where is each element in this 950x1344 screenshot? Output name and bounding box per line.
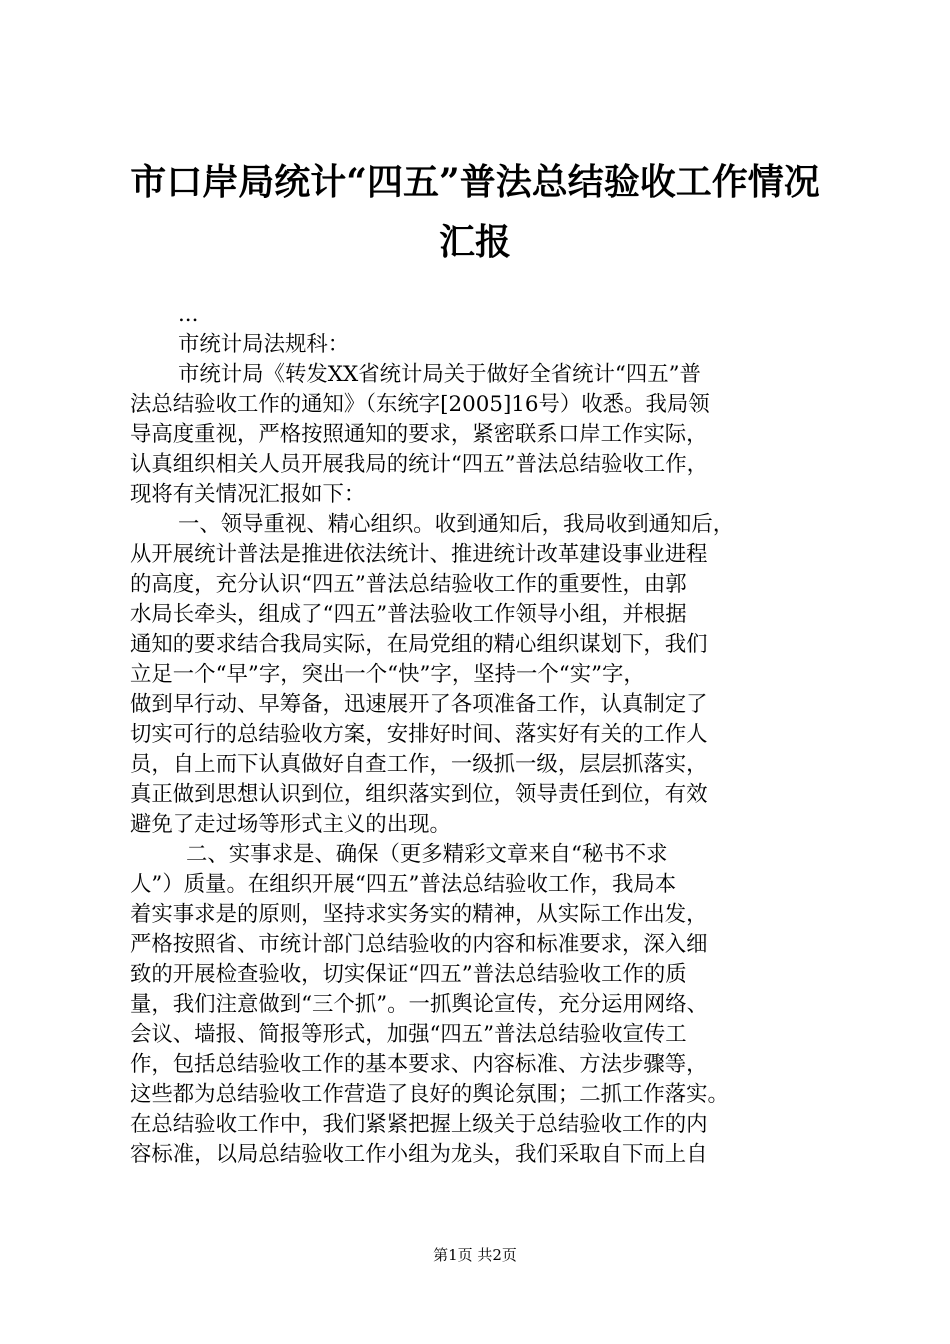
document-body bbox=[130, 300, 830, 1170]
paragraph-2 bbox=[130, 510, 830, 840]
paragraph-line: 通知的要求结合我局实际，在局党组的精心组织谋划下，我们 bbox=[130, 632, 708, 657]
paragraph-3 bbox=[130, 840, 830, 1170]
paragraph-line: 量，我们注意做到“三个抓”。一抓舆论宣传，充分运用网络、 bbox=[130, 992, 709, 1017]
paragraph-line: 致的开展检查验收，切实保证“四五”普法总结验收工作的质 bbox=[130, 962, 687, 987]
paragraph-line: 容标准，以局总结验收工作小组为龙头，我们采取自下而上自 bbox=[130, 1142, 708, 1167]
paragraph-1 bbox=[130, 360, 830, 510]
paragraph-line: 这些都为总结验收工作营造了良好的舆论氛围；二抓工作落实。 bbox=[130, 1082, 729, 1107]
ellipsis-line: ... bbox=[178, 302, 199, 327]
document-title-line1: 市口岸局统计“四五”普法总结验收工作情况 bbox=[130, 161, 820, 203]
paragraph-line: 一、领导重视、精心组织。收到通知后，我局收到通知后， bbox=[178, 512, 735, 537]
paragraph-line: 着实事求是的原则，坚持求实务实的精神，从实际工作出发， bbox=[130, 902, 708, 927]
paragraph-line: 严格按照省、市统计部门总结验收的内容和标准要求，深入细 bbox=[130, 932, 708, 957]
salutation: 市统计局法规科： bbox=[178, 332, 350, 357]
paragraph-line: 法总结验收工作的通知》（东统字[2005]16号）收悉。我局领 bbox=[130, 392, 710, 417]
page-footer: 第1页 共2页 bbox=[433, 1246, 517, 1264]
paragraph-line: 认真组织相关人员开展我局的统计“四五”普法总结验收工作， bbox=[130, 452, 709, 477]
paragraph-line: 做到早行动、早筹备，迅速展开了各项准备工作，认真制定了 bbox=[130, 692, 708, 717]
paragraph-line: 市统计局《转发XX省统计局关于做好全省统计“四五”普 bbox=[178, 362, 701, 387]
paragraph-line: 导高度重视，严格按照通知的要求，紧密联系口岸工作实际， bbox=[130, 422, 708, 447]
document-title-line2: 汇报 bbox=[438, 221, 511, 263]
paragraph-line: 避免了走过场等形式主义的出现。 bbox=[130, 812, 451, 837]
paragraph-line: 立足一个“早”字，突出一个“快”字，坚持一个“实”字， bbox=[130, 662, 645, 687]
paragraph-line: 会议、墙报、简报等形式，加强“四五”普法总结验收宣传工 bbox=[130, 1022, 687, 1047]
paragraph-line: 作，包括总结验收工作的基本要求、内容标准、方法步骤等， bbox=[130, 1052, 708, 1077]
paragraph-line: 员，自上而下认真做好自查工作，一级抓一级，层层抓落实， bbox=[130, 752, 708, 777]
paragraph-line: 真正做到思想认识到位，组织落实到位，领导责任到位，有效 bbox=[130, 782, 708, 807]
paragraph-line: 的高度，充分认识“四五”普法总结验收工作的重要性，由郭 bbox=[130, 572, 687, 597]
paragraph-line: 在总结验收工作中，我们紧紧把握上级关于总结验收工作的内 bbox=[130, 1112, 708, 1137]
paragraph-line: 水局长牵头，组成了“四五”普法验收工作领导小组，并根据 bbox=[130, 602, 687, 627]
paragraph-line: 人”）质量。在组织开展“四五”普法总结验收工作，我局本 bbox=[130, 872, 677, 897]
paragraph-line: 现将有关情况汇报如下： bbox=[130, 482, 366, 507]
paragraph-line: 从开展统计普法是推进依法统计、推进统计改革建设事业进程 bbox=[130, 542, 708, 567]
paragraph-line: 二、实事求是、确保（更多精彩文章来自“秘书不求 bbox=[186, 842, 668, 867]
paragraph-line: 切实可行的总结验收方案，安排好时间、落实好有关的工作人 bbox=[130, 722, 708, 747]
